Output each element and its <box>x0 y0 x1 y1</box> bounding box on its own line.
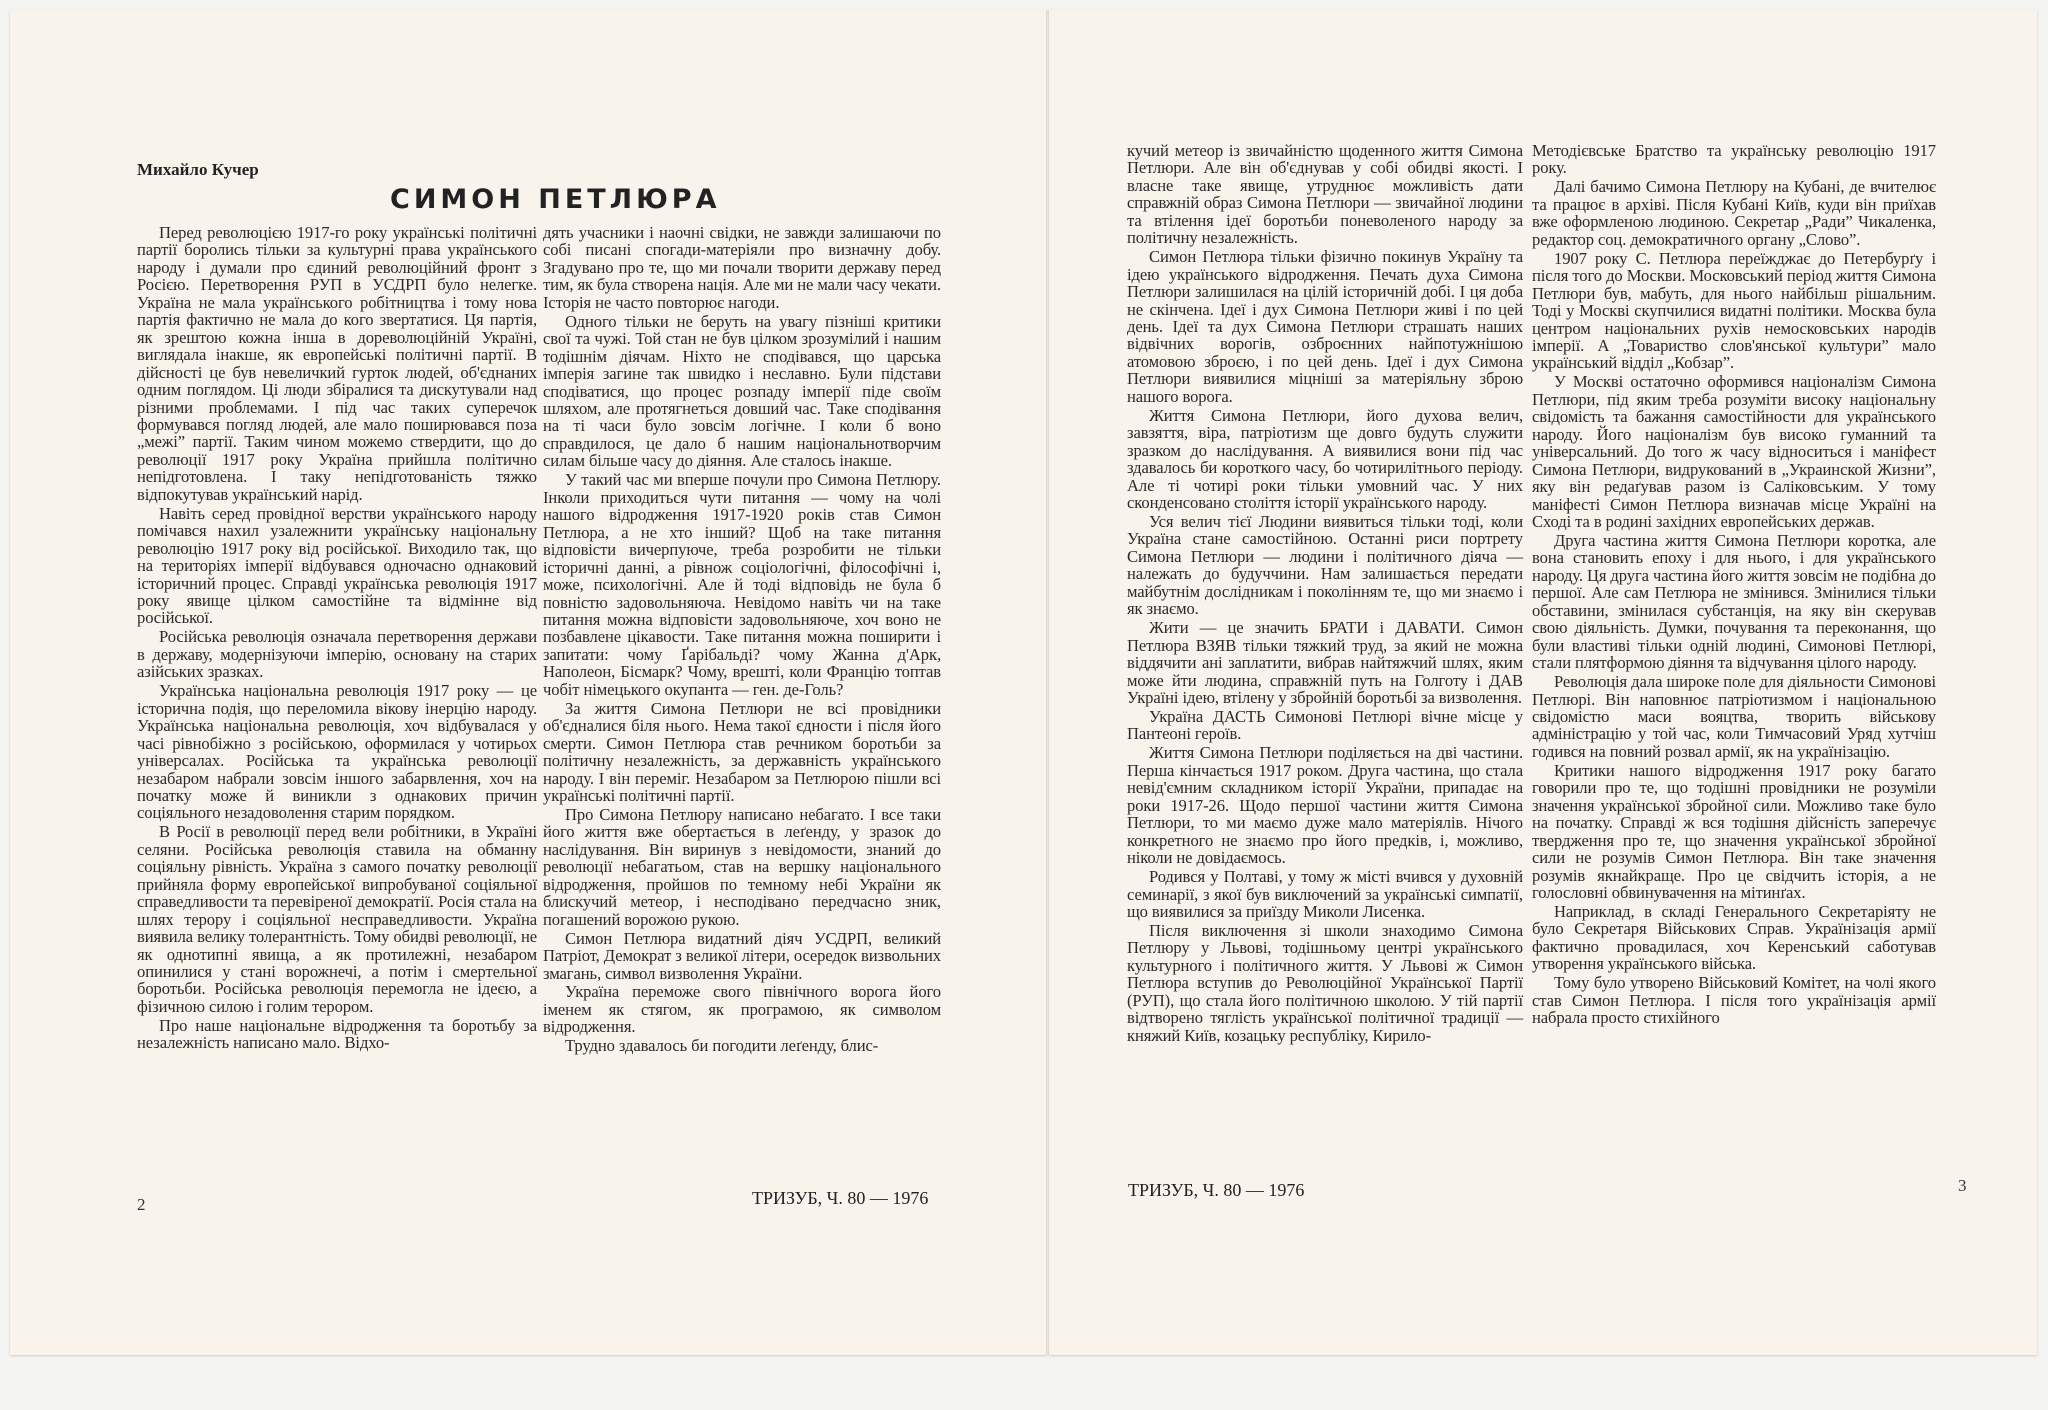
paragraph: В Росії в революції перед вели робітники, в Україні селяни. Російська революція ставила на обманну соціяльну рівність. Україна з самого початку революції прийняла форму европейської випробуваної соціяльної справедливости та перевіреної демократії. Росія стала на шлях терору і соціяльної несправедливости. Україна виявила велику толерантність. Тому обидві революції, не як однотипні явища, а як протилежні, незабаром опинилися у стані ворожнечі, а потім і смертельної боротьби. Російська революція перемогла не ідеєю, а фізичною силою і голим терором. <box>137 822 537 1016</box>
paragraph: Революція дала широке поле для діяльности Симонові Петлюрі. Він наповнює патріотизмом і національною свідомістю маси вояцтва, творить військову адміністрацію у той час, коли Тимчасовий Уряд хутчіш годився на повний розвал армії, як на українізацію. <box>1532 672 1936 761</box>
paragraph: Про Симона Петлюру написано небагато. І все таки його життя вже обертається в леґенду, у зразок до наслідування. Він виринув з невідомости, знаний до революції небагатьом, став на вершку національного відродження, пройшов по темному небі України як блискучий метеор, і несподівано передчасно зник, погашений ворожою рукою. <box>543 804 941 929</box>
paragraph: Українська національна революція 1917 року — це історична подія, що переломила вікову інерцію народу. Українська національна революція, хоч відбувалася у часі рівнобіжно з російською, оформилася у чотирьох універсалах. Російська та українська революції незабаром набрали зовсім іншого забарвлення, хоч на початку може й виникли з однакових причин соціяльного незадоволення старим порядком. <box>137 681 537 823</box>
paragraph: Наприклад, в складі Генерального Секретаріяту не було Секретаря Військових Справ. Українізація армії фактично провадилася, хоч Керенський саботував утворення українського війська. <box>1532 901 1936 974</box>
text-column-2 <box>543 224 941 1056</box>
page-spine <box>1046 10 1049 1355</box>
text-column-4 <box>1532 142 1936 1028</box>
journal-footer-left: ТРИЗУБ, Ч. 80 — 1976 <box>752 1188 929 1208</box>
text-column-1 <box>137 224 537 1053</box>
paragraph: Друга частина життя Симона Петлюри коротка, але вона становить епоху і для нього, і для українського народу. Ця друга частина його життя зовсім не подібна до першої. Але сам Петлюра не змінився. Змінилися тільки обставини, змінилася субстанція, на яку він скерував свою діяльність. Думки, почування та переконання, що були властиві тільки одній людині, Симонові Петлюрі, стали плятформою діяння та відчування цілого народу. <box>1532 530 1936 673</box>
paragraph: Життя Симона Петлюри поділяється на дві частини. Перша кінчається 1917 роком. Друга частина, що стала невід'ємним складником історії України, припадає на роки 1917-26. Щодо першої частини життя Симона Петлюри, то ми маємо дуже мало матеріялів. Нічого конкретного не знаємо про його предків, і, можливо, ніколи не довідаємось. <box>1127 743 1523 868</box>
paragraph: Життя Симона Петлюри, його духова велич, завзяття, віра, патріотизм ще довго будуть служити зразком до наслідування. А виявилися вони під час здавалось би короткого часу, бо чотирилітнього періоду. Але ті чотирі роки тільки умовний час. У них сконденсовано століття історії українського народу. <box>1127 405 1523 513</box>
paragraph: За життя Симона Петлюри не всі провідники об'єдналися біля нього. Нема такої єдности і після його смерти. Симон Петлюра став речником боротьби за політичну незалежність, за державність українського народу. І він переміг. Незабаром за Петлюрою пішли всі українські політичні партії. <box>543 698 941 805</box>
paragraph: 1907 року С. Петлюра переїжджає до Петербурґу і після того до Москви. Московський період життя Симона Петлюри був, мабуть, для нього найбільш рішальним. Тоді у Москві скупчилися видатні політики. Москва була центром національних рухів немосковських народів імперії. А „Товариство слов'янської культури” мало український відділ „Кобзар”. <box>1532 248 1936 373</box>
paragraph: У Москві остаточно оформився націоналізм Симона Петлюри, під яким треба розуміти високу національну свідомість та бажання самостійности для українського народу. Його націоналізм був високо гуманний та універсальний. До того ж часу відноситься і маніфест Симона Петлюри, видрукований в „Украинской Жизни”, яку він редаґував разом із Саліковським. У тому маніфесті Симон Петлюра визначав місце Україні на Сході та в родині західних европейських держав. <box>1532 372 1936 532</box>
paragraph: Критики нашого відродження 1917 року багато говорили про те, що тодішні провідники не розуміли значення української збройної сили. Можливо таке було на початку. Справді ж вся тодішня дійсність заперечує твердження про те, що значення української збройної сили не розумів Симон Петлюра. Він таке значення розумів якнайкраще. Про це свідчить історія, а не голословні обвинувачення на мітинґах. <box>1532 760 1936 903</box>
article-title: СИМОН ПЕТЛЮРА <box>390 184 721 215</box>
paragraph: кучий метеор із звичайністю щоденного життя Симона Петлюри. Але він об'єднував у собі обидві якості. І власне таке явище, утруднює можливість дати справжній образ Симона Петлюри — звичайної людини та втілення ідеї боротьби поневоленого народу за політичну незалежність. <box>1127 141 1523 248</box>
paragraph: Далі бачимо Симона Петлюру на Кубані, де вчителює та працює в архіві. Після Кубані Київ, куди він приїхав вже оформленою людиною. Секретар „Ради” Чикаленка, редактор соц. демократичного органу „Слово”. <box>1532 177 1936 249</box>
paragraph: Симон Петлюра видатний діяч УСДРП, великий Патріот, Демократ з великої літери, осередок визвольних змагань, символ визволення України. <box>543 928 941 983</box>
paragraph: дять учасники і наочні свідки, не завжди залишаючи по собі писані спогади-матеріяли про визначну добу. Згадувано про те, що ми почали творити державу перед тим, як була створена нація. Але ми не мали часу чекати. Історія не часто повторює нагоди. <box>543 223 941 312</box>
paragraph: Російська революція означала перетворення держави в державу, модернізуючи імперію, основану на старих азійських зразках. <box>137 627 537 682</box>
journal-footer-right: ТРИЗУБ, Ч. 80 — 1976 <box>1128 1180 1305 1200</box>
paragraph: У такий час ми вперше почули про Симона Петлюру. Інколи приходиться чути питання — чому на чолі нашого відродження 1917-1920 років став Симон Петлюра, а не хто інший? Щоб на таке питання відповісти вичерпуюче, треба розробити не тільки історичні данні, а рівнож соціологічні, філософічні і, може, психологічні. Але й тоді відповідь не була б повністю задовольняюча. Невідомо навіть чи на таке питання можна відповісти задовольняюче, хоч воно не позбавлене цікавости. Таке питання можна поширити і запитати: чому Ґарібальді? чому Жанна д'Арк, Наполеон, Бісмарк? Чому, врешті, коли Францію топтав чобіт німецького окупанта — ген. де-Голь? <box>543 470 941 699</box>
paragraph: Тому було утворено Військовий Комітет, на чолі якого став Симон Петлюра. І після того українізація армії набрала просто стихійного <box>1532 973 1936 1028</box>
text-column-3 <box>1127 142 1523 1046</box>
paragraph: Одного тільки не беруть на увагу пізніші критики свої та чужі. Той стан не був цілком зрозумілий і нашим тодішнім діячам. Ніхто не сподівався, що царська імперія загине так швидко і неславно. Були підстави сподіватися, що процес розпаду імперії піде своїм шляхом, але протягнеться довший час. Таке сподівання на ті часи було зовсім логічне. І коли б воно справдилося, це дало б нашим національнотворчим силам більше часу до діяння. Але сталось інакше. <box>543 311 941 471</box>
paragraph: Україна ДАСТЬ Симонові Петлюрі вічне місце у Пантеоні героїв. <box>1127 707 1523 744</box>
paragraph: Родився у Полтаві, у тому ж місті вчився у духовній семинарії, з якої був виключений за українські симпатії, що виявилися за приїзду Миколи Лисенка. <box>1127 867 1523 921</box>
page-number-left: 2 <box>137 1195 146 1214</box>
article-author: Михайло Кучер <box>137 160 259 179</box>
paragraph: Після виключення зі школи знаходимо Симона Петлюру у Львові, тодішньому центрі українського культурного і політичного життя. У Львові ж Симон Петлюра вступив до Революційної Української Партії (РУП), що стала його політичною школою. У тій партії відтворено тяглість української політичної традиції — княжий Київ, козацьку республіку, Кирило- <box>1127 920 1523 1045</box>
paragraph: Трудно здавалось би погодити леґенду, блис- <box>565 1036 879 1056</box>
paragraph: Жити — це значить БРАТИ і ДАВАТИ. Симон Петлюра ВЗЯВ тільки тяжкий труд, за який не можна віддячити ані заплатити, вибрав найтяжчий шлях, яким може йти людина, справжній путь на Голготу і ДАВ Україні ідею, втілену у збройній боротьбі за визволення. <box>1127 618 1523 708</box>
paragraph: Симон Петлюра тільки фізично покинув Україну та ідею українського відродження. Печать духа Симона Петлюри залишилася на цілій історичній добі. І ця доба не скінчена. Ідеї і дух Симона Петлюри живі і по цей день. Ідеї та дух Симона Петлюри страшать наших відвічних ворогів, озброєнних найпотужнішою атомовою зброєю, і по цей день. Ідеї і дух Симона Петлюри виявилися міцніші за матеріяльну зброю нашого ворога. <box>1127 247 1523 406</box>
paragraph: Перед революцією 1917-го року українські політичні партії боролись тільки за культурні права українського народу і думали про єдиний революційний фронт з Росією. Перетворення РУП в УСДРП було нелегке. Україна не мала українського робітництва і тому нова партія фактично не мала до кого звертатися. Ця партія, як зрештою кожна інша в дореволюційній Україні, виглядала інакше, як европейські політичні партії. В дійсності це був невеличкий гурток людей, об'єднаних одним поглядом. Ці люди збіралися та дискутували над різними проблемами. І під час таких суперечок формувався погляд людей, але мало поширювався поза „межі” партії. Таким чином можемо ствердити, що до революції 1917 року Україна прийшла політично непідготовлена. І таку непідготованість тяжко відпокутував український нарід. <box>137 223 537 504</box>
paragraph: Уся велич тієї Людини виявиться тільки тоді, коли Україна стане самостійною. Останні риси портрету Симона Петлюри — людини і політичного діяча — належать до будуччини. Нам залишається передати майбутнім дослідникам і поколінням те, що ми знаємо і як знаємо. <box>1127 512 1523 619</box>
page-number-right: 3 <box>1958 1176 1967 1195</box>
paragraph: Навіть серед провідної верстви українського народу помічався нахил узалежнити українську національну революцію 1917 року від російської. Виходило так, що на територіях імперії відбувався одночасно однаковий історичний процес. Справді українська революція 1917 року явище цілком самостійне та відмінне від російської. <box>137 503 537 628</box>
paragraph: Про наше національне відродження та боротьбу за незалежність написано мало. Відхо- <box>137 1015 537 1053</box>
paragraph: Україна переможе свого північного ворога його іменем як стягом, як програмою, як символом відродження. <box>543 982 941 1037</box>
paragraph: Методієвське Братство та українську революцію 1917 року. <box>1532 141 1936 178</box>
